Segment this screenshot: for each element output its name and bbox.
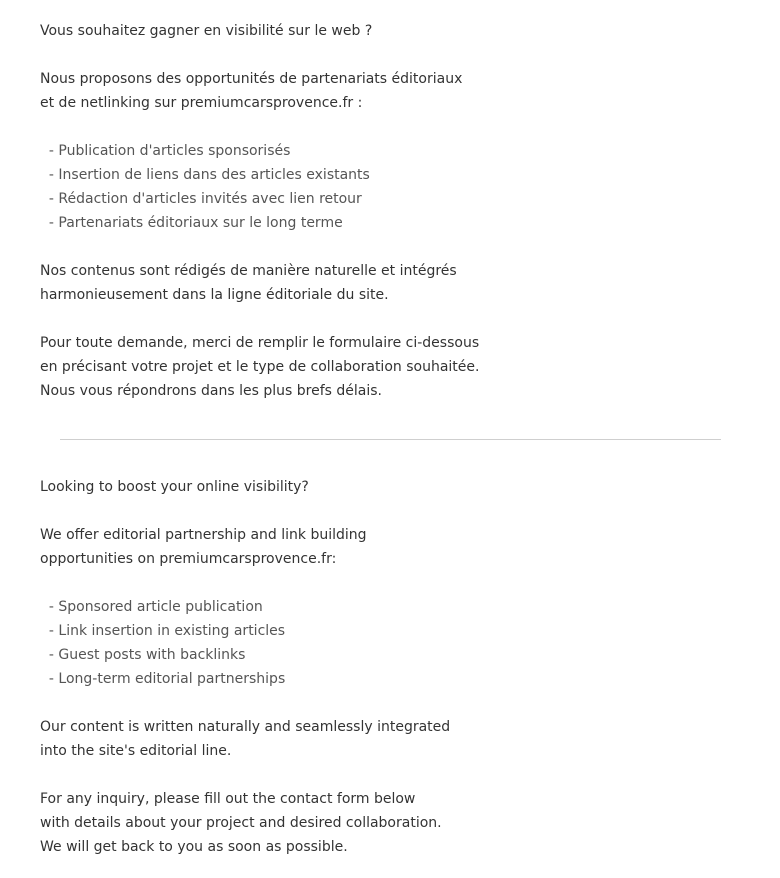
english-intro: Looking to boost your online visibility? (40, 479, 309, 495)
english-service-item: - Guest posts with backlinks (40, 647, 246, 663)
french-request-line: Nous vous répondrons dans les plus brefs délais. (40, 383, 382, 399)
english-section (40, 475, 740, 859)
english-service-item: - Link insertion in existing articles (40, 623, 286, 639)
french-content-line: Nos contenus sont rédigés de manière naturelle et intégrés (40, 263, 457, 279)
english-offer-line: opportunities on premiumcarsprovence.fr: (40, 551, 337, 567)
french-section (40, 19, 740, 403)
french-request-line: Pour toute demande, merci de remplir le formulaire ci-dessous (40, 335, 480, 351)
english-request-line: For any inquiry, please fill out the contact form below (40, 791, 416, 807)
english-service-item: - Sponsored article publication (40, 599, 263, 615)
english-request-line: We will get back to you as soon as possible. (40, 839, 348, 855)
partnership-text (40, 19, 740, 859)
french-content-line: harmonieusement dans la ligne éditoriale du site. (40, 287, 389, 303)
french-service-item: - Rédaction d'articles invités avec lien retour (40, 191, 362, 207)
french-service-item: - Publication d'articles sponsorisés (40, 143, 291, 159)
section-divider (60, 439, 721, 440)
english-request-line: with details about your project and desired collaboration. (40, 815, 442, 831)
french-offer-line: et de netlinking sur premiumcarsprovence.fr : (40, 95, 363, 111)
section-divider-wrap (40, 403, 740, 475)
french-request-line: en précisant votre projet et le type de collaboration souhaitée. (40, 359, 480, 375)
english-offer-line: We offer editorial partnership and link building (40, 527, 367, 543)
english-content-line: into the site's editorial line. (40, 743, 232, 759)
english-service-item: - Long-term editorial partnerships (40, 671, 286, 687)
english-content-line: Our content is written naturally and seamlessly integrated (40, 719, 451, 735)
french-service-item: - Partenariats éditoriaux sur le long terme (40, 215, 343, 231)
french-intro: Vous souhaitez gagner en visibilité sur le web ? (40, 23, 373, 39)
french-service-item: - Insertion de liens dans des articles existants (40, 167, 370, 183)
french-offer-line: Nous proposons des opportunités de partenariats éditoriaux (40, 71, 463, 87)
